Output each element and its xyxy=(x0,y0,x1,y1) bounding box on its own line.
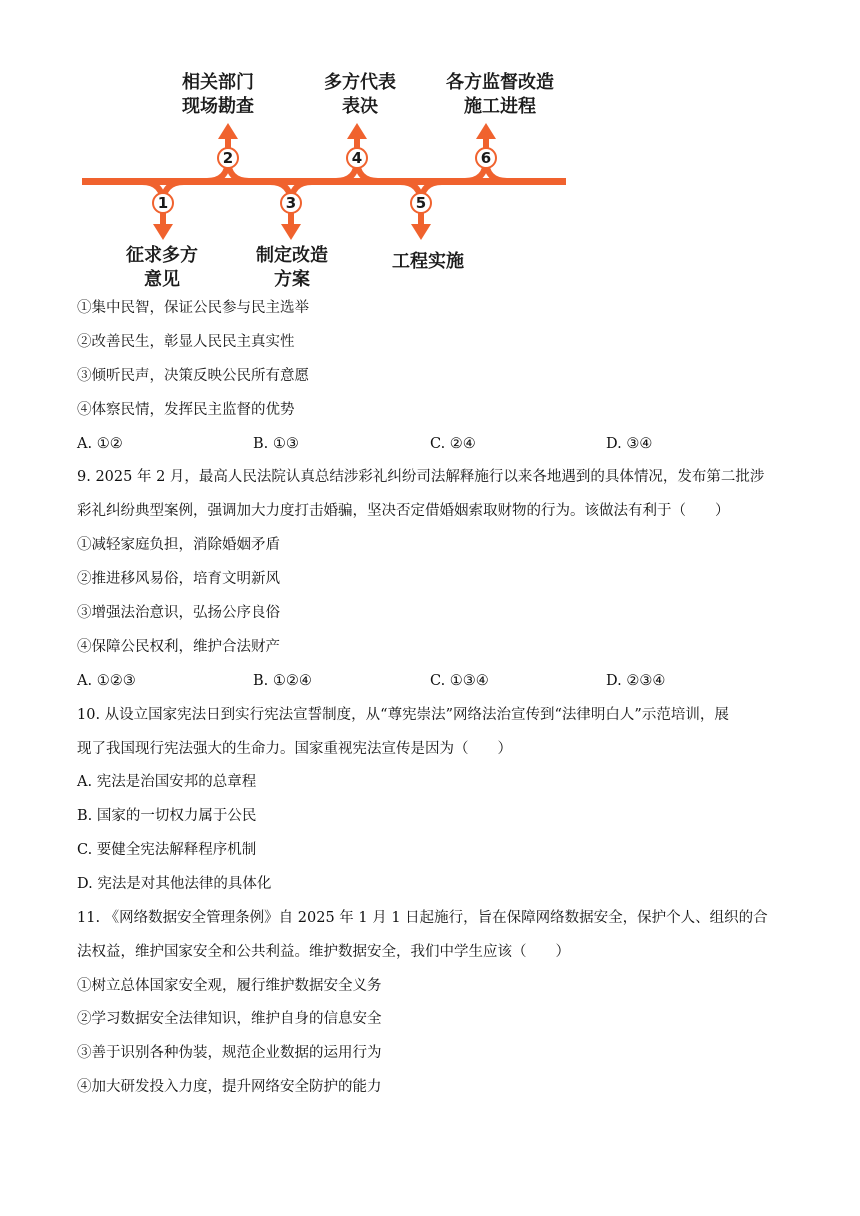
process-diagram xyxy=(0,0,860,300)
q8-item-4: ④体察民情，发挥民主监督的优势 xyxy=(77,402,295,418)
step-4-number: 4 xyxy=(351,149,363,167)
q8-choice-d: D. ③④ xyxy=(606,436,653,452)
step-6-label-line2: 施工进程 xyxy=(464,96,536,117)
q11-item-3: ③善于识别各种伪装，规范企业数据的运用行为 xyxy=(77,1045,382,1061)
step-4-label-line1: 多方代表 xyxy=(324,72,396,93)
step-2-number: 2 xyxy=(222,149,234,167)
step-3-label-line1: 制定改造 xyxy=(256,245,328,266)
q9-choice-a: A. ①②③ xyxy=(77,673,136,689)
q11-item-4: ④加大研发投入力度，提升网络安全防护的能力 xyxy=(77,1079,382,1095)
q10-stem-line1: 10. 从设立国家宪法日到实行宪法宣誓制度，从“尊宪崇法”网络法治宣传到“法律明白人”示范培训，展 xyxy=(77,707,729,723)
q9-choice-d: D. ②③④ xyxy=(606,673,666,689)
q10-stem-line2: 现了我国现行宪法强大的生命力。国家重视宪法宣传是因为（ ） xyxy=(77,741,512,757)
q8-choice-a: A. ①② xyxy=(77,436,123,452)
q10-option-a: A. 宪法是治国安邦的总章程 xyxy=(77,774,257,790)
q9-stem-line1: 9. 2025 年 2 月，最高人民法院认真总结涉彩礼纠纷司法解释施行以来各地遇到的具体情况，发布第二批涉 xyxy=(77,469,765,485)
q9-stem-line2: 彩礼纠纷典型案例，强调加大力度打击婚骗，坚决否定借婚姻索取财物的行为。该做法有利于（ ） xyxy=(77,503,730,519)
q8-item-1: ①集中民智，保证公民参与民主选举 xyxy=(77,300,309,316)
q8-choice-b: B. ①③ xyxy=(253,436,299,452)
step-5-label-line1: 工程实施 xyxy=(392,251,464,272)
q11-stem-line1: 11. 《网络数据安全管理条例》自 2025 年 1 月 1 日起施行，旨在保障网络数据安全，保护个人、组织的合 xyxy=(77,910,768,926)
q9-choice-b: B. ①②④ xyxy=(253,673,312,689)
step-1-label-line2: 意见 xyxy=(144,269,180,290)
step-6-number: 6 xyxy=(480,149,492,167)
step-5-number: 5 xyxy=(415,194,427,212)
q8-choice-c: C. ②④ xyxy=(430,436,476,452)
q9-item-4: ④保障公民权利，维护合法财产 xyxy=(77,639,280,655)
step-3-number: 3 xyxy=(285,194,297,212)
q8-item-2: ②改善民生，彰显人民民主真实性 xyxy=(77,334,295,350)
step-4-label-line2: 表决 xyxy=(342,96,378,117)
step-1-number: 1 xyxy=(157,194,169,212)
q9-item-2: ②推进移风易俗，培育文明新风 xyxy=(77,571,280,587)
step-3-label-line2: 方案 xyxy=(274,269,310,290)
q9-item-3: ③增强法治意识，弘扬公序良俗 xyxy=(77,605,280,621)
q11-item-2: ②学习数据安全法律知识，维护自身的信息安全 xyxy=(77,1011,382,1027)
step-6-label-line1: 各方监督改造 xyxy=(446,72,554,93)
q8-item-3: ③倾听民声，决策反映公民所有意愿 xyxy=(77,368,309,384)
step-1-label-line1: 征求多方 xyxy=(126,245,198,266)
q9-choice-c: C. ①③④ xyxy=(430,673,489,689)
q11-stem-line2: 法权益，维护国家安全和公共利益。维护数据安全，我们中学生应该（ ） xyxy=(77,944,570,960)
q10-option-c: C. 要健全宪法解释程序机制 xyxy=(77,842,257,858)
q11-item-1: ①树立总体国家安全观，履行维护数据安全义务 xyxy=(77,978,382,994)
step-2-label-line1: 相关部门 xyxy=(182,72,254,93)
q9-item-1: ①减轻家庭负担，消除婚姻矛盾 xyxy=(77,537,280,553)
q10-option-b: B. 国家的一切权力属于公民 xyxy=(77,808,257,824)
q10-option-d: D. 宪法是对其他法律的具体化 xyxy=(77,876,272,892)
step-2-label-line2: 现场勘查 xyxy=(182,96,254,117)
